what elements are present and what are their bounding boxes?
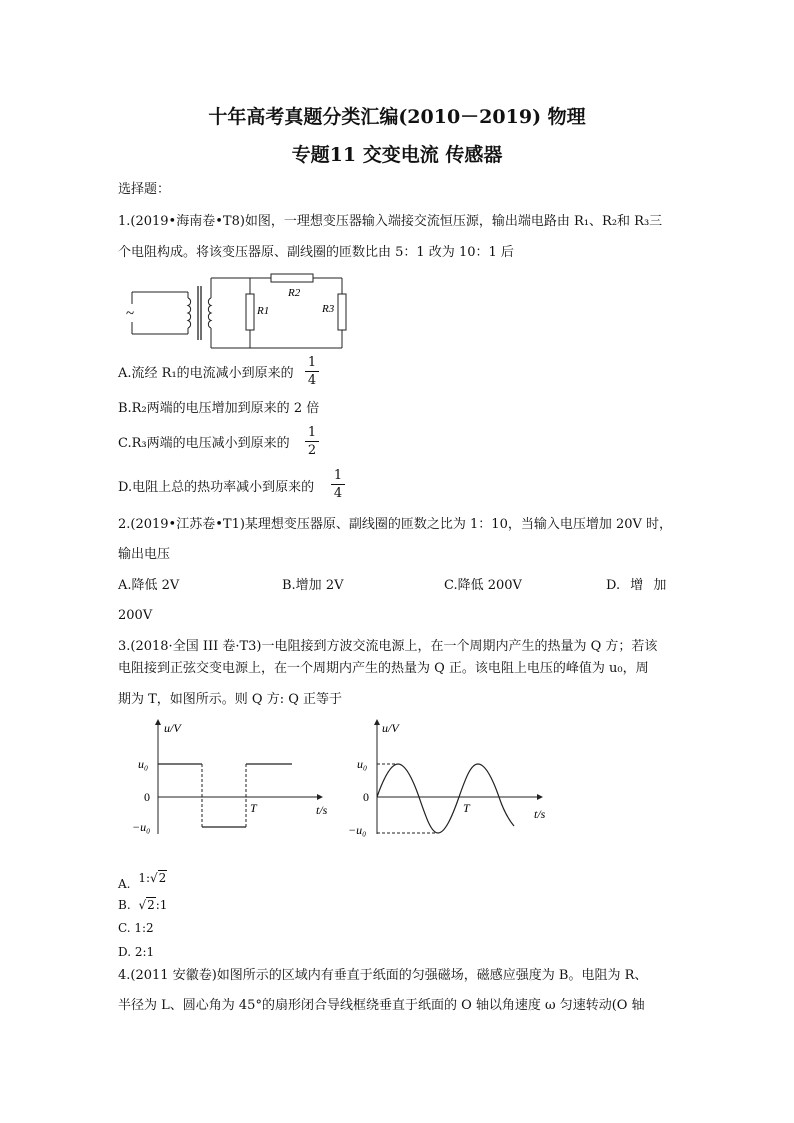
q3-graph2-ylabel: u/V xyxy=(382,721,399,735)
document-subtitle: 专题11 交变电流 传感器 xyxy=(291,144,503,166)
q2-option-d-continued: 200V xyxy=(118,608,153,623)
q3-graph1-T: T xyxy=(250,801,257,815)
q3-graph1-u0: u₀ xyxy=(138,757,149,771)
q1-option-d: D.电阻上总的热功率减小到原来的 xyxy=(118,480,315,495)
fraction-numerator: 1 xyxy=(333,468,343,483)
q1-option-c-fraction xyxy=(305,425,319,458)
q4-stem-line2: 半径为 L、圆心角为 45°的扇形闭合导线框绕垂直于纸面的 O 轴以角速度 ω 匀速转动(O 轴 xyxy=(118,998,645,1013)
fraction-numerator: 1 xyxy=(307,425,317,440)
q1-r1-label: R1 xyxy=(257,305,270,317)
radicand: 2 xyxy=(147,898,155,912)
fraction-denominator: 2 xyxy=(307,443,317,458)
q3-graph1-ylabel: u/V xyxy=(164,721,181,735)
ratio-right: :1 xyxy=(155,898,168,912)
q2-stem-line2: 输出电压 xyxy=(118,547,171,562)
option-label: A. xyxy=(118,877,131,891)
q3-graph2-xlabel: t/s xyxy=(534,807,546,821)
q1-option-d-fraction xyxy=(331,468,345,501)
q1-option-a: A.流经 R₁的电流减小到原来的 xyxy=(118,366,294,381)
ratio-left: 1: xyxy=(138,871,150,885)
q1-r2-label: R2 xyxy=(288,287,301,299)
q1-stem-line2: 个电阻构成。将该变压器原、副线圈的匝数比由 5：1 改为 10：1 后 xyxy=(118,245,514,260)
fraction-bar xyxy=(305,371,319,372)
fraction-denominator: 4 xyxy=(307,373,317,388)
q3-stem-line3: 期为 T，如图所示。则 Q 方: Q 正等于 xyxy=(118,692,343,707)
q3-stem-line1: 3.(2018·全国 III 卷·T3)一电阻接到方波交流电源上，在一个周期内产生的热量为 Q 方；若该 xyxy=(118,639,658,654)
q3-square-wave-graph xyxy=(120,716,340,840)
q2-stem-line1: 2.(2019•江苏卷•T1)某理想变压器原、副线圈的匝数之比为 1：10，当输入电压增加 20V 时， xyxy=(118,517,673,532)
radical-sign: √ xyxy=(150,871,158,885)
fraction-bar xyxy=(305,441,319,442)
q3-graph2-u0: u₀ xyxy=(357,757,368,771)
radical-sign: √ xyxy=(138,898,147,912)
q3-graph2-T: T xyxy=(463,801,470,815)
q2-option-d: D. 增 加 xyxy=(606,578,667,593)
q3-graph1-neg-u0: −u₀ xyxy=(132,820,151,834)
q3-option-b-value xyxy=(138,895,167,915)
q1-option-c: C.R₃两端的电压减小到原来的 xyxy=(118,436,290,451)
q2-option-c: C.降低 200V xyxy=(444,578,522,593)
q3-graph2-zero: 0 xyxy=(363,790,369,804)
fraction-bar xyxy=(331,484,345,485)
q1-source-symbol: ~ xyxy=(126,306,135,322)
q2-option-b: B.增加 2V xyxy=(282,578,344,593)
q1-circuit-diagram xyxy=(118,272,358,354)
q3-option-d: D. 2:1 xyxy=(118,945,155,959)
q3-option-a xyxy=(118,868,167,894)
q3-graph1-zero: 0 xyxy=(144,790,150,804)
q3-graph2-neg-u0: −u₀ xyxy=(348,823,367,837)
q3-option-a-value xyxy=(138,868,167,888)
q3-option-c: C. 1:2 xyxy=(118,921,154,935)
q2-option-a: A.降低 2V xyxy=(118,578,180,593)
q3-graph1-xlabel: t/s xyxy=(316,803,328,817)
fraction-denominator: 4 xyxy=(333,486,343,501)
q3-stem-line2: 电阻接到正弦交变电源上，在一个周期内产生的热量为 Q 正。该电阻上电压的峰值为 u₀，周 xyxy=(118,661,649,676)
document-title: 十年高考真题分类汇编(2010－2019) 物理 xyxy=(208,106,586,128)
q1-stem-line1: 1.(2019•海南卷•T8)如图，一理想变压器输入端接交流恒压源，输出端电路由 R₁、R₂和 R₃三 xyxy=(118,214,663,229)
q1-r3-label: R3 xyxy=(322,303,335,315)
fraction-numerator: 1 xyxy=(307,355,317,370)
section-heading: 选择题： xyxy=(118,182,171,197)
option-label: B. xyxy=(118,898,131,912)
q1-option-b: B.R₂两端的电压增加到原来的 2 倍 xyxy=(118,401,320,416)
q3-sine-wave-graph xyxy=(340,716,560,840)
q1-option-a-fraction xyxy=(305,355,319,388)
radicand: 2 xyxy=(158,871,167,885)
q3-option-b xyxy=(118,895,167,915)
q4-stem-line1: 4.(2011 安徽卷)如图所示的区域内有垂直于纸面的匀强磁场，磁感应强度为 B。电阻为 R、 xyxy=(118,968,648,983)
